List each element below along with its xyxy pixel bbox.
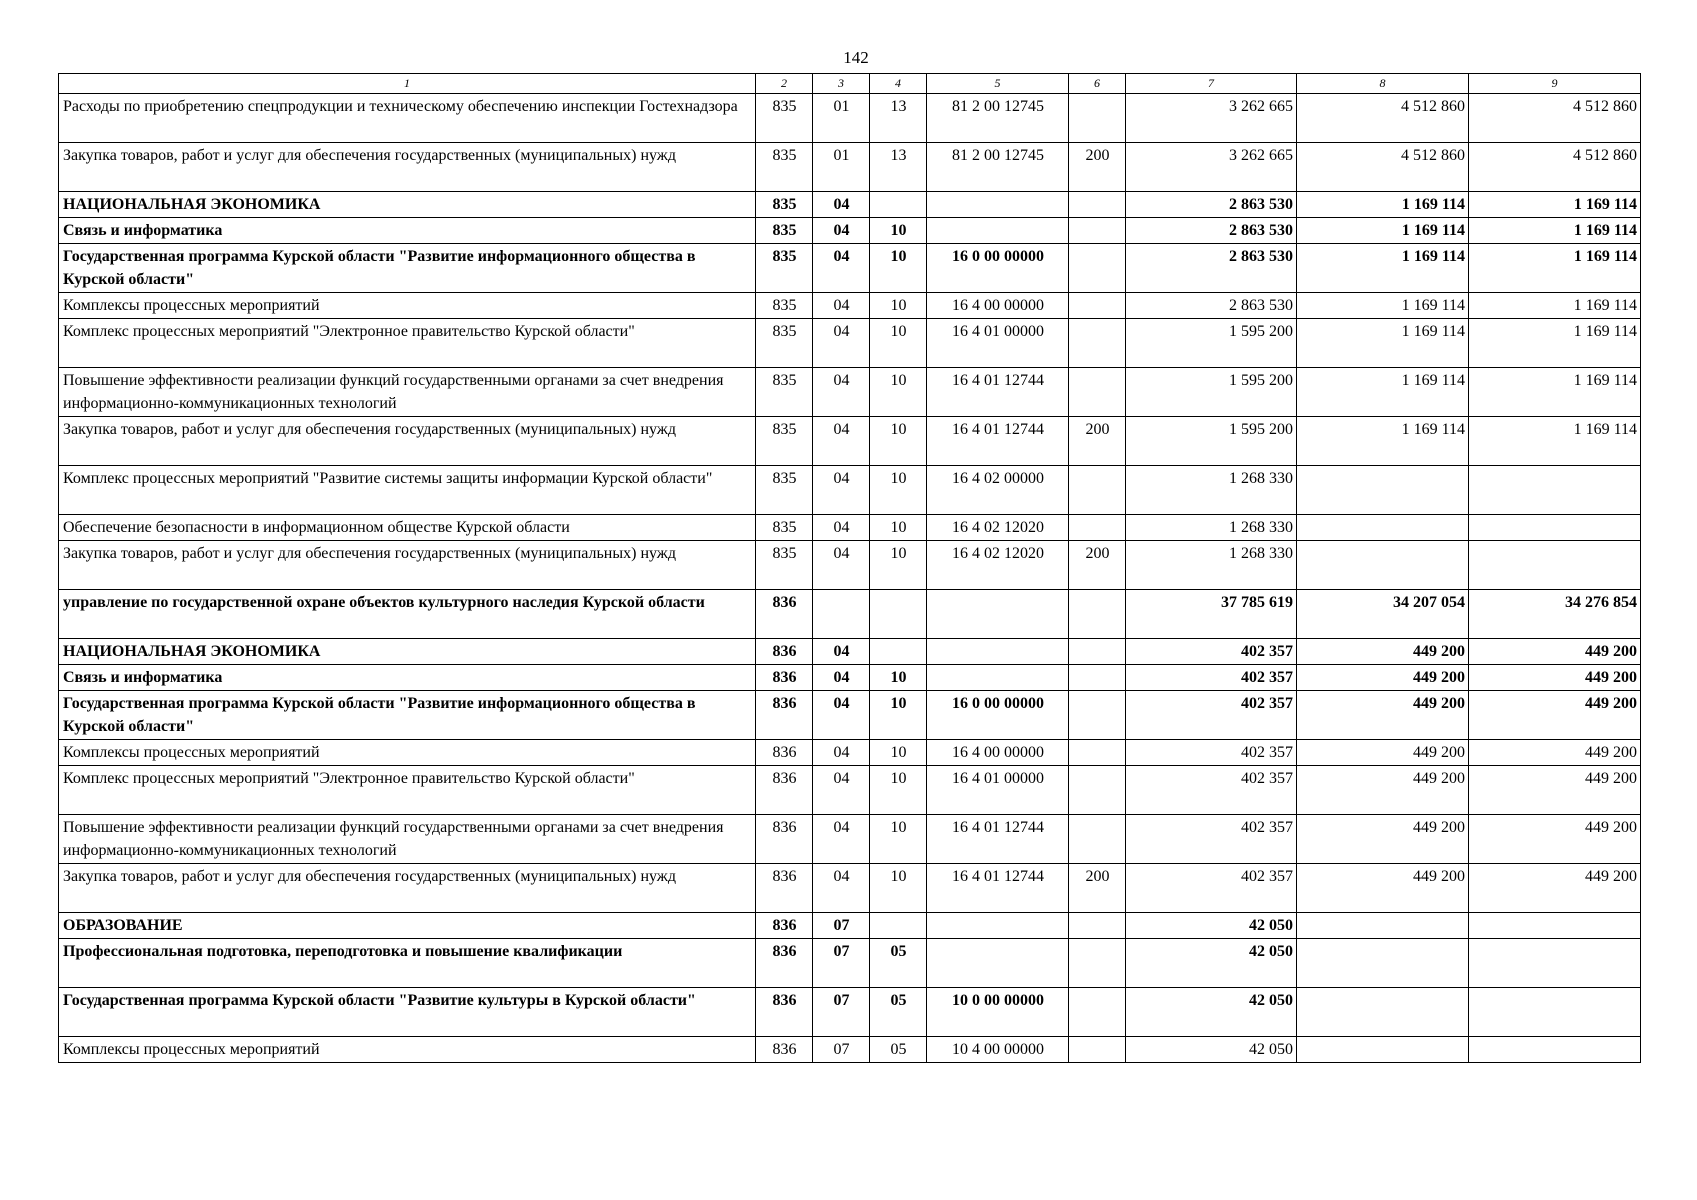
section-code: 04 — [813, 244, 870, 293]
ministry-code: 836 — [756, 639, 813, 665]
ministry-code: 836 — [756, 665, 813, 691]
expense-type-code — [1069, 218, 1126, 244]
amount-col-9: 1 169 114 — [1469, 417, 1641, 466]
section-code: 04 — [813, 293, 870, 319]
amount-col-7: 402 357 — [1126, 815, 1297, 864]
target-article-code — [927, 913, 1069, 939]
header-cell: 9 — [1469, 74, 1641, 94]
row-name: Закупка товаров, работ и услуг для обеспечения государственных (муниципальных) нужд — [59, 864, 756, 913]
section-code: 01 — [813, 143, 870, 192]
amount-col-7: 3 262 665 — [1126, 143, 1297, 192]
subsection-code: 10 — [870, 815, 927, 864]
subsection-code: 05 — [870, 939, 927, 988]
ministry-code: 835 — [756, 368, 813, 417]
target-article-code: 81 2 00 12745 — [927, 94, 1069, 143]
row-name: Комплекс процессных мероприятий "Электронное правительство Курской области" — [59, 766, 756, 815]
amount-col-7: 42 050 — [1126, 988, 1297, 1037]
expense-type-code — [1069, 244, 1126, 293]
page-number: 142 — [843, 48, 869, 67]
row-name: Государственная программа Курской области "Развитие информационного общества в Курской области" — [59, 244, 756, 293]
amount-col-9: 1 169 114 — [1469, 293, 1641, 319]
subsection-code: 10 — [870, 691, 927, 740]
amount-col-7: 37 785 619 — [1126, 590, 1297, 639]
amount-col-7: 2 863 530 — [1126, 244, 1297, 293]
target-article-code: 16 4 01 00000 — [927, 319, 1069, 368]
section-code: 07 — [813, 988, 870, 1037]
ministry-code: 836 — [756, 1037, 813, 1063]
subsection-code: 10 — [870, 665, 927, 691]
section-code: 04 — [813, 766, 870, 815]
table-row — [59, 988, 1641, 1037]
amount-col-7: 1 595 200 — [1126, 319, 1297, 368]
amount-col-9: 449 200 — [1469, 639, 1641, 665]
expense-type-code — [1069, 939, 1126, 988]
ministry-code: 835 — [756, 293, 813, 319]
table-row — [59, 939, 1641, 988]
amount-col-7: 402 357 — [1126, 766, 1297, 815]
section-code: 04 — [813, 218, 870, 244]
expense-type-code — [1069, 639, 1126, 665]
target-article-code: 16 4 01 12744 — [927, 864, 1069, 913]
amount-col-8 — [1297, 988, 1469, 1037]
amount-col-7: 402 357 — [1126, 691, 1297, 740]
row-name: Государственная программа Курской области "Развитие культуры в Курской области" — [59, 988, 756, 1037]
header-cell: 2 — [756, 74, 813, 94]
subsection-code: 13 — [870, 143, 927, 192]
amount-col-8: 34 207 054 — [1297, 590, 1469, 639]
subsection-code: 10 — [870, 244, 927, 293]
ministry-code: 836 — [756, 815, 813, 864]
expense-type-code: 200 — [1069, 417, 1126, 466]
header-cell: 1 — [59, 74, 756, 94]
amount-col-8: 4 512 860 — [1297, 94, 1469, 143]
row-name: Обеспечение безопасности в информационном обществе Курской области — [59, 515, 756, 541]
row-name: ОБРАЗОВАНИЕ — [59, 913, 756, 939]
amount-col-8: 4 512 860 — [1297, 143, 1469, 192]
expense-type-code — [1069, 988, 1126, 1037]
amount-col-8 — [1297, 466, 1469, 515]
row-name: Комплексы процессных мероприятий — [59, 740, 756, 766]
row-name: Закупка товаров, работ и услуг для обеспечения государственных (муниципальных) нужд — [59, 417, 756, 466]
amount-col-7: 1 268 330 — [1126, 515, 1297, 541]
subsection-code: 10 — [870, 368, 927, 417]
table-row — [59, 541, 1641, 590]
amount-col-9: 34 276 854 — [1469, 590, 1641, 639]
expense-type-code — [1069, 691, 1126, 740]
row-name: Комплекс процессных мероприятий "Электронное правительство Курской области" — [59, 319, 756, 368]
expense-type-code — [1069, 590, 1126, 639]
subsection-code — [870, 590, 927, 639]
amount-col-8 — [1297, 541, 1469, 590]
target-article-code: 16 4 02 12020 — [927, 515, 1069, 541]
amount-col-7: 2 863 530 — [1126, 192, 1297, 218]
header-cell: 6 — [1069, 74, 1126, 94]
table-row — [59, 368, 1641, 417]
section-code: 01 — [813, 94, 870, 143]
amount-col-8: 449 200 — [1297, 740, 1469, 766]
amount-col-7: 402 357 — [1126, 864, 1297, 913]
target-article-code: 16 0 00 00000 — [927, 691, 1069, 740]
subsection-code: 10 — [870, 515, 927, 541]
expense-type-code — [1069, 466, 1126, 515]
amount-col-9: 1 169 114 — [1469, 218, 1641, 244]
amount-col-7: 402 357 — [1126, 639, 1297, 665]
target-article-code — [927, 590, 1069, 639]
amount-col-9: 449 200 — [1469, 740, 1641, 766]
target-article-code: 81 2 00 12745 — [927, 143, 1069, 192]
section-code: 04 — [813, 368, 870, 417]
subsection-code — [870, 639, 927, 665]
amount-col-8: 449 200 — [1297, 766, 1469, 815]
section-code: 04 — [813, 691, 870, 740]
subsection-code: 10 — [870, 319, 927, 368]
amount-col-9 — [1469, 515, 1641, 541]
amount-col-8: 1 169 114 — [1297, 293, 1469, 319]
row-name: Государственная программа Курской области "Развитие информационного общества в Курской области" — [59, 691, 756, 740]
amount-col-7: 402 357 — [1126, 665, 1297, 691]
section-code: 04 — [813, 192, 870, 218]
subsection-code: 05 — [870, 988, 927, 1037]
subsection-code: 05 — [870, 1037, 927, 1063]
table-row — [59, 691, 1641, 740]
expense-type-code — [1069, 740, 1126, 766]
target-article-code: 16 4 00 00000 — [927, 293, 1069, 319]
amount-col-7: 1 595 200 — [1126, 368, 1297, 417]
amount-col-9 — [1469, 541, 1641, 590]
section-code: 04 — [813, 417, 870, 466]
target-article-code: 16 4 00 00000 — [927, 740, 1069, 766]
amount-col-9: 449 200 — [1469, 815, 1641, 864]
row-name: Связь и информатика — [59, 665, 756, 691]
table-row — [59, 590, 1641, 639]
target-article-code: 16 0 00 00000 — [927, 244, 1069, 293]
ministry-code: 836 — [756, 766, 813, 815]
amount-col-9: 449 200 — [1469, 766, 1641, 815]
amount-col-9: 1 169 114 — [1469, 192, 1641, 218]
ministry-code: 835 — [756, 244, 813, 293]
table-row — [59, 94, 1641, 143]
target-article-code: 10 4 00 00000 — [927, 1037, 1069, 1063]
amount-col-8 — [1297, 1037, 1469, 1063]
ministry-code: 835 — [756, 319, 813, 368]
target-article-code: 10 0 00 00000 — [927, 988, 1069, 1037]
row-name: Комплексы процессных мероприятий — [59, 1037, 756, 1063]
section-code: 04 — [813, 515, 870, 541]
ministry-code: 836 — [756, 939, 813, 988]
amount-col-8: 449 200 — [1297, 639, 1469, 665]
table-row — [59, 740, 1641, 766]
amount-col-7: 2 863 530 — [1126, 293, 1297, 319]
amount-col-7: 3 262 665 — [1126, 94, 1297, 143]
table-row — [59, 815, 1641, 864]
table-row — [59, 218, 1641, 244]
amount-col-8: 449 200 — [1297, 665, 1469, 691]
section-code: 07 — [813, 913, 870, 939]
subsection-code: 10 — [870, 417, 927, 466]
amount-col-9: 4 512 860 — [1469, 143, 1641, 192]
amount-col-9 — [1469, 939, 1641, 988]
row-name: Закупка товаров, работ и услуг для обеспечения государственных (муниципальных) нужд — [59, 143, 756, 192]
expense-type-code — [1069, 293, 1126, 319]
table-row — [59, 192, 1641, 218]
section-code: 04 — [813, 541, 870, 590]
subsection-code: 10 — [870, 541, 927, 590]
target-article-code — [927, 939, 1069, 988]
table-row — [59, 665, 1641, 691]
target-article-code — [927, 192, 1069, 218]
header-cell: 8 — [1297, 74, 1469, 94]
row-name: Комплекс процессных мероприятий "Развитие системы защиты информации Курской области" — [59, 466, 756, 515]
ministry-code: 835 — [756, 515, 813, 541]
target-article-code — [927, 665, 1069, 691]
amount-col-9: 4 512 860 — [1469, 94, 1641, 143]
expense-type-code — [1069, 665, 1126, 691]
expense-type-code — [1069, 368, 1126, 417]
amount-col-7: 1 268 330 — [1126, 541, 1297, 590]
expense-type-code: 200 — [1069, 541, 1126, 590]
ministry-code: 835 — [756, 541, 813, 590]
header-cell: 7 — [1126, 74, 1297, 94]
ministry-code: 835 — [756, 94, 813, 143]
row-name: Профессиональная подготовка, переподготовка и повышение квалификации — [59, 939, 756, 988]
row-name: Повышение эффективности реализации функций государственными органами за счет внедрения информационно-коммуникационных технологий — [59, 815, 756, 864]
row-name: Комплексы процессных мероприятий — [59, 293, 756, 319]
amount-col-9: 449 200 — [1469, 864, 1641, 913]
amount-col-7: 1 595 200 — [1126, 417, 1297, 466]
section-code: 04 — [813, 740, 870, 766]
expense-type-code — [1069, 94, 1126, 143]
table-header-row — [59, 74, 1641, 94]
subsection-code: 10 — [870, 740, 927, 766]
row-name: Закупка товаров, работ и услуг для обеспечения государственных (муниципальных) нужд — [59, 541, 756, 590]
table-row — [59, 766, 1641, 815]
ministry-code: 835 — [756, 466, 813, 515]
amount-col-7: 402 357 — [1126, 740, 1297, 766]
table-row — [59, 515, 1641, 541]
table-row — [59, 417, 1641, 466]
table-row — [59, 864, 1641, 913]
row-name: Расходы по приобретению спецпродукции и техническому обеспечению инспекции Гостехнадзора — [59, 94, 756, 143]
subsection-code: 10 — [870, 466, 927, 515]
target-article-code: 16 4 01 12744 — [927, 815, 1069, 864]
table-row — [59, 244, 1641, 293]
expense-type-code — [1069, 192, 1126, 218]
amount-col-8 — [1297, 913, 1469, 939]
ministry-code: 835 — [756, 417, 813, 466]
amount-col-7: 42 050 — [1126, 1037, 1297, 1063]
budget-table — [58, 73, 1641, 1063]
expense-type-code — [1069, 913, 1126, 939]
row-name: НАЦИОНАЛЬНАЯ ЭКОНОМИКА — [59, 192, 756, 218]
table-row — [59, 1037, 1641, 1063]
amount-col-8: 449 200 — [1297, 864, 1469, 913]
target-article-code — [927, 639, 1069, 665]
amount-col-9: 1 169 114 — [1469, 368, 1641, 417]
amount-col-7: 42 050 — [1126, 939, 1297, 988]
header-cell: 4 — [870, 74, 927, 94]
ministry-code: 835 — [756, 143, 813, 192]
subsection-code — [870, 192, 927, 218]
amount-col-8: 1 169 114 — [1297, 319, 1469, 368]
amount-col-9: 1 169 114 — [1469, 244, 1641, 293]
amount-col-9 — [1469, 1037, 1641, 1063]
table-row — [59, 319, 1641, 368]
table-row — [59, 913, 1641, 939]
target-article-code: 16 4 01 12744 — [927, 368, 1069, 417]
expense-type-code — [1069, 515, 1126, 541]
ministry-code: 836 — [756, 740, 813, 766]
amount-col-8 — [1297, 939, 1469, 988]
expense-type-code: 200 — [1069, 864, 1126, 913]
table-row — [59, 293, 1641, 319]
subsection-code — [870, 913, 927, 939]
subsection-code: 10 — [870, 766, 927, 815]
amount-col-9: 449 200 — [1469, 691, 1641, 740]
amount-col-8: 1 169 114 — [1297, 218, 1469, 244]
amount-col-8: 1 169 114 — [1297, 417, 1469, 466]
ministry-code: 836 — [756, 864, 813, 913]
subsection-code: 10 — [870, 218, 927, 244]
row-name: Повышение эффективности реализации функций государственными органами за счет внедрения информационно-коммуникационных технологий — [59, 368, 756, 417]
ministry-code: 835 — [756, 218, 813, 244]
target-article-code: 16 4 02 00000 — [927, 466, 1069, 515]
table-row — [59, 143, 1641, 192]
amount-col-9 — [1469, 988, 1641, 1037]
section-code: 04 — [813, 815, 870, 864]
ministry-code: 836 — [756, 691, 813, 740]
expense-type-code — [1069, 815, 1126, 864]
amount-col-8: 449 200 — [1297, 691, 1469, 740]
amount-col-8: 1 169 114 — [1297, 244, 1469, 293]
amount-col-9 — [1469, 466, 1641, 515]
expense-type-code — [1069, 766, 1126, 815]
target-article-code: 16 4 01 00000 — [927, 766, 1069, 815]
ministry-code: 836 — [756, 590, 813, 639]
row-name: НАЦИОНАЛЬНАЯ ЭКОНОМИКА — [59, 639, 756, 665]
ministry-code: 835 — [756, 192, 813, 218]
section-code: 07 — [813, 1037, 870, 1063]
table-row — [59, 466, 1641, 515]
amount-col-7: 2 863 530 — [1126, 218, 1297, 244]
target-article-code: 16 4 01 12744 — [927, 417, 1069, 466]
expense-type-code — [1069, 1037, 1126, 1063]
subsection-code: 13 — [870, 94, 927, 143]
amount-col-7: 1 268 330 — [1126, 466, 1297, 515]
header-cell: 3 — [813, 74, 870, 94]
row-name: Связь и информатика — [59, 218, 756, 244]
section-code: 04 — [813, 466, 870, 515]
target-article-code — [927, 218, 1069, 244]
amount-col-7: 42 050 — [1126, 913, 1297, 939]
section-code: 04 — [813, 319, 870, 368]
section-code: 04 — [813, 864, 870, 913]
section-code — [813, 590, 870, 639]
section-code: 04 — [813, 665, 870, 691]
subsection-code: 10 — [870, 293, 927, 319]
amount-col-8 — [1297, 515, 1469, 541]
expense-type-code — [1069, 319, 1126, 368]
amount-col-9 — [1469, 913, 1641, 939]
amount-col-9: 1 169 114 — [1469, 319, 1641, 368]
table-row — [59, 639, 1641, 665]
row-name: управление по государственной охране объектов культурного наследия Курской области — [59, 590, 756, 639]
ministry-code: 836 — [756, 988, 813, 1037]
subsection-code: 10 — [870, 864, 927, 913]
header-cell: 5 — [927, 74, 1069, 94]
section-code: 04 — [813, 639, 870, 665]
amount-col-9: 449 200 — [1469, 665, 1641, 691]
target-article-code: 16 4 02 12020 — [927, 541, 1069, 590]
amount-col-8: 449 200 — [1297, 815, 1469, 864]
expense-type-code: 200 — [1069, 143, 1126, 192]
amount-col-8: 1 169 114 — [1297, 368, 1469, 417]
section-code: 07 — [813, 939, 870, 988]
amount-col-8: 1 169 114 — [1297, 192, 1469, 218]
ministry-code: 836 — [756, 913, 813, 939]
